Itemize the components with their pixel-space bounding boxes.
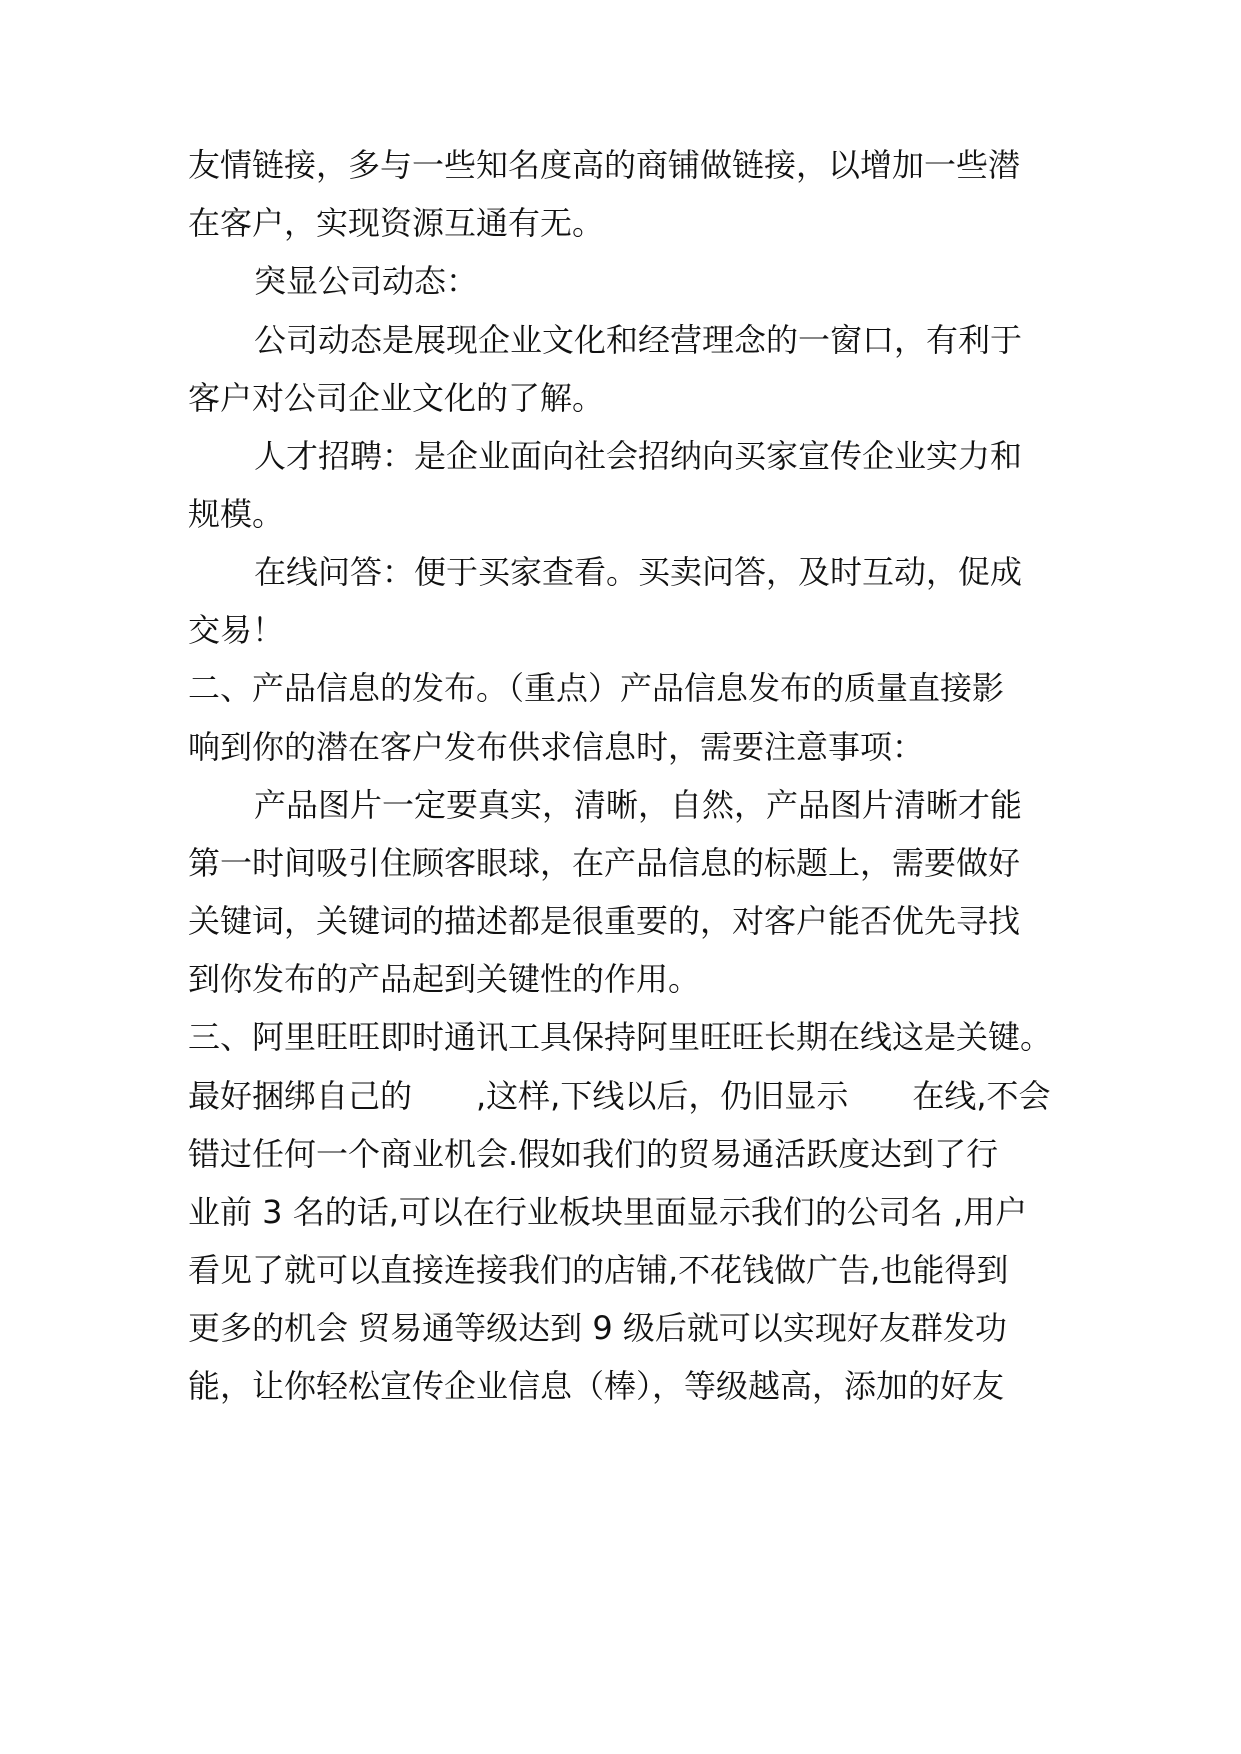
body-line: 业前 3 名的话,可以在行业板块里面显示我们的公司名 ,用户 (188, 1193, 1028, 1231)
body-line: 友情链接，多与一些知名度高的商铺做链接，以增加一些潜 (188, 146, 1021, 184)
body-line: 最好捆绑自己的 ,这样,下线以后，仍旧显示 在线,不会 (188, 1077, 1051, 1115)
body-line: 人才招聘：是企业面向社会招纳向买家宣传企业实力和 (254, 437, 1023, 475)
body-line: 到你发布的产品起到关键性的作用。 (188, 960, 701, 998)
body-line: 在线问答：便于买家查看。买卖问答，及时互动，促成 (254, 553, 1023, 591)
body-line: 在客户，实现资源互通有无。 (188, 204, 605, 242)
body-line: 错过任何一个商业机会.假如我们的贸易通活跃度达到了行 (188, 1135, 999, 1173)
body-line: 公司动态是展现企业文化和经营理念的一窗口，有利于 (254, 321, 1023, 359)
section-heading: 三、阿里旺旺即时通讯工具保持阿里旺旺长期在线这是关键。 (188, 1018, 1053, 1056)
body-line: 看见了就可以直接连接我们的店铺,不花钱做广告,也能得到 (188, 1251, 1009, 1289)
body-line: 产品图片一定要真实，清晰，自然，产品图片清晰才能 (254, 786, 1023, 824)
body-line: 响到你的潜在客户发布供求信息时，需要注意事项： (188, 728, 925, 766)
body-line: 更多的机会 贸易通等级达到 9 级后就可以实现好友群发功 (188, 1309, 1007, 1347)
section-heading: 突显公司动态： (254, 262, 479, 300)
section-heading: 二、产品信息的发布。（重点）产品信息发布的质量直接影 (188, 669, 1005, 707)
body-line: 关键词，关键词的描述都是很重要的，对客户能否优先寻找 (188, 902, 1021, 940)
body-line: 交易！ (188, 611, 285, 649)
body-line: 规模。 (188, 495, 285, 533)
body-line: 第一时间吸引住顾客眼球，在产品信息的标题上，需要做好 (188, 844, 1021, 882)
body-line: 能，让你轻松宣传企业信息（棒），等级越高，添加的好友 (188, 1367, 1005, 1405)
body-line: 客户对公司企业文化的了解。 (188, 379, 605, 417)
